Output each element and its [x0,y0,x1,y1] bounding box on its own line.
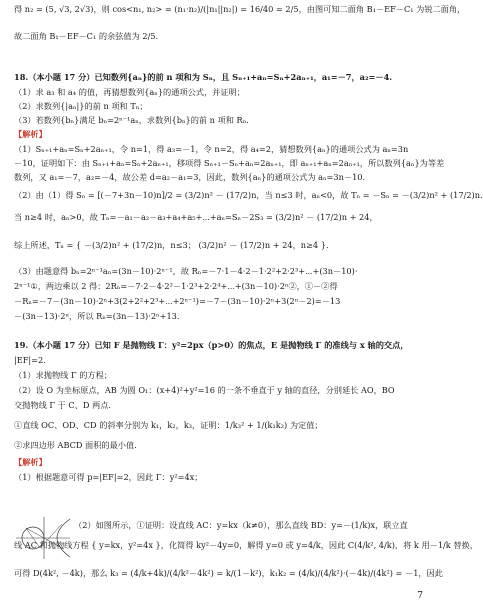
parabola-circle-figure [14,515,72,561]
text-line: 线 AC 和抛物线方程 { y=kx，y²=4x }，化简得 ky²－4y=0，解得 y=0 或 y=4/k，因此 C(4/k², 4/k)，将 k 用－1/k 替换， [14,540,478,550]
text-line: 数列，又 a₁=－7，a₂=－4，故公差 d=a₂－a₁=3，因此，数列{aₙ}的通项公式为 aₙ=3n－10. [14,172,366,182]
page-number: 7 [417,591,423,601]
solution-tag: 【解析】 [14,129,47,139]
text-line: 综上所述，Tₙ = { －(3/2)n² + (17/2)n，n≤3； (3/2)n² － (17/2)n + 24，n≥4 }. [14,240,329,250]
text-line: 当 n≥4 时，aₙ>0，故 Tₙ=－a₁－a₂－a₃+a₄+a₅+⋯+aₙ=Sₙ－2S₃ = (3/2)n² － (17/2)n + 24， [14,212,378,222]
text-line: （2）求数列{|aₙ|}的前 n 项和 Tₙ； [14,101,148,111]
text-line: （2）由（1）得 Sₙ = [(－7+3n－10)n]/2 = (3/2)n² － (17/2)n，当 n≤3 时，aₙ<0，故 Tₙ = －Sₙ = －(3/2)n² + (17/2)n. [14,190,483,200]
text-line: ②求四边形 ABCD 面积的最小值. [14,440,137,450]
text-line: －(3n－13)·2ⁿ，所以 Rₙ=(3n－13)·2ⁿ+13. [14,311,180,321]
problem-19-heading: 19.（本小题 17 分）已知 F 是抛物线 Γ：y²=2px（p>0）的焦点，E 是抛物线 Γ 的准线与 x 轴的交点， [14,340,409,350]
text-line: （2）设 O 为坐标原点，AB 为圆 O₁：(x+4)²+y²=16 的一条不垂直于 y 轴的直径，分别延长 AO，BO [14,385,395,395]
text-line: （1）Sₙ₊₁+aₙ=Sₙ+2aₙ₊₁，令 n=1，得 a₃=－1，令 n=2，得 a₄=2，猜想数列{aₙ}的通项公式为 aₙ=3n [14,144,409,154]
text-line: ①直线 OC、OD、CD 的斜率分别为 k₁，k₂，k₃，证明：1/k₃² + 1/(k₁k₂) 为定值； [14,420,323,430]
text-line: （3）若数列{bₙ}满足 bₙ=2ⁿ⁻¹aₙ，求数列{bₙ}的前 n 项和 Rₙ. [14,115,249,125]
text-line: 交抛物线 Γ 于 C、D 两点. [14,400,112,410]
text-line: （1）根据题意可得 p=|EF|=2，因此 Γ：y²=4x； [14,472,203,482]
text-line: －Rₙ=－7－(3n－10)·2ⁿ+3(2+2²+2³+⋯+2ⁿ⁻¹)=－7－(3n－10)·2ⁿ+3(2ⁿ－2)=－13 [14,296,341,306]
text-line: |EF|=2. [14,355,46,365]
text-line: －10，证明如下：由 Sₙ₊₁+aₙ=Sₙ+2aₙ₊₁，移项得 Sₙ₊₁－Sₙ+aₙ=2aₙ₊₁，即 aₙ₊₁+aₙ=2aₙ₊₁，所以数列{aₙ}为等差 [14,158,445,168]
text-line: （1）求抛物线 Γ 的方程； [14,370,112,380]
solution-tag: 【解析】 [14,457,47,467]
text-line: 2ⁿ⁻¹①，两边乘以 2 得：2Rₙ=－7·2－4·2²－1·2³+2·2⁴+⋯+(3n－10)·2ⁿ②，①－②得 [14,281,338,291]
text-line: 故二面角 B₁－EF－C₁ 的余弦值为 2/5. [14,31,159,41]
text-line: 得 n₂ = (5, √3, 2√3)，则 cos<n₁, n₂> = (n₁·n₂)/(|n₁||n₂|) = 16/40 = 2/5，由图可知二面角 B₁－EF－C₁ 为锐二面角， [14,4,466,14]
text-line: 可得 D(4k², －4k)，那么 k₃ = (4/k+4k)/(4/k²－4k²) = k/(1－k²)，k₁k₂ = (4/k)/(4/k²)·(－4k)/(4k²) = －1，因此 [14,568,443,578]
text-line: （1）求 a₃ 和 a₄ 的值，再猜想数列{aₙ}的通项公式，并证明； [14,87,245,97]
text-line: （3）由题意得 bₙ=2ⁿ⁻¹aₙ=(3n－10)·2ⁿ⁻¹，故 Rₙ=－7·1－4·2－1·2²+2·2³+⋯+(3n－10)· [14,266,358,276]
problem-18-heading: 18.（本小题 17 分）已知数列{aₙ}的前 n 项和为 Sₙ，且 Sₙ₊₁+aₙ=Sₙ+2aₙ₊₁，a₁=－7，a₂=－4. [14,72,393,82]
text-line: （2）如图所示，①证明：设直线 AC：y=kx（k≠0），那么直线 BD：y=－(1/k)x，联立直 [74,520,408,530]
